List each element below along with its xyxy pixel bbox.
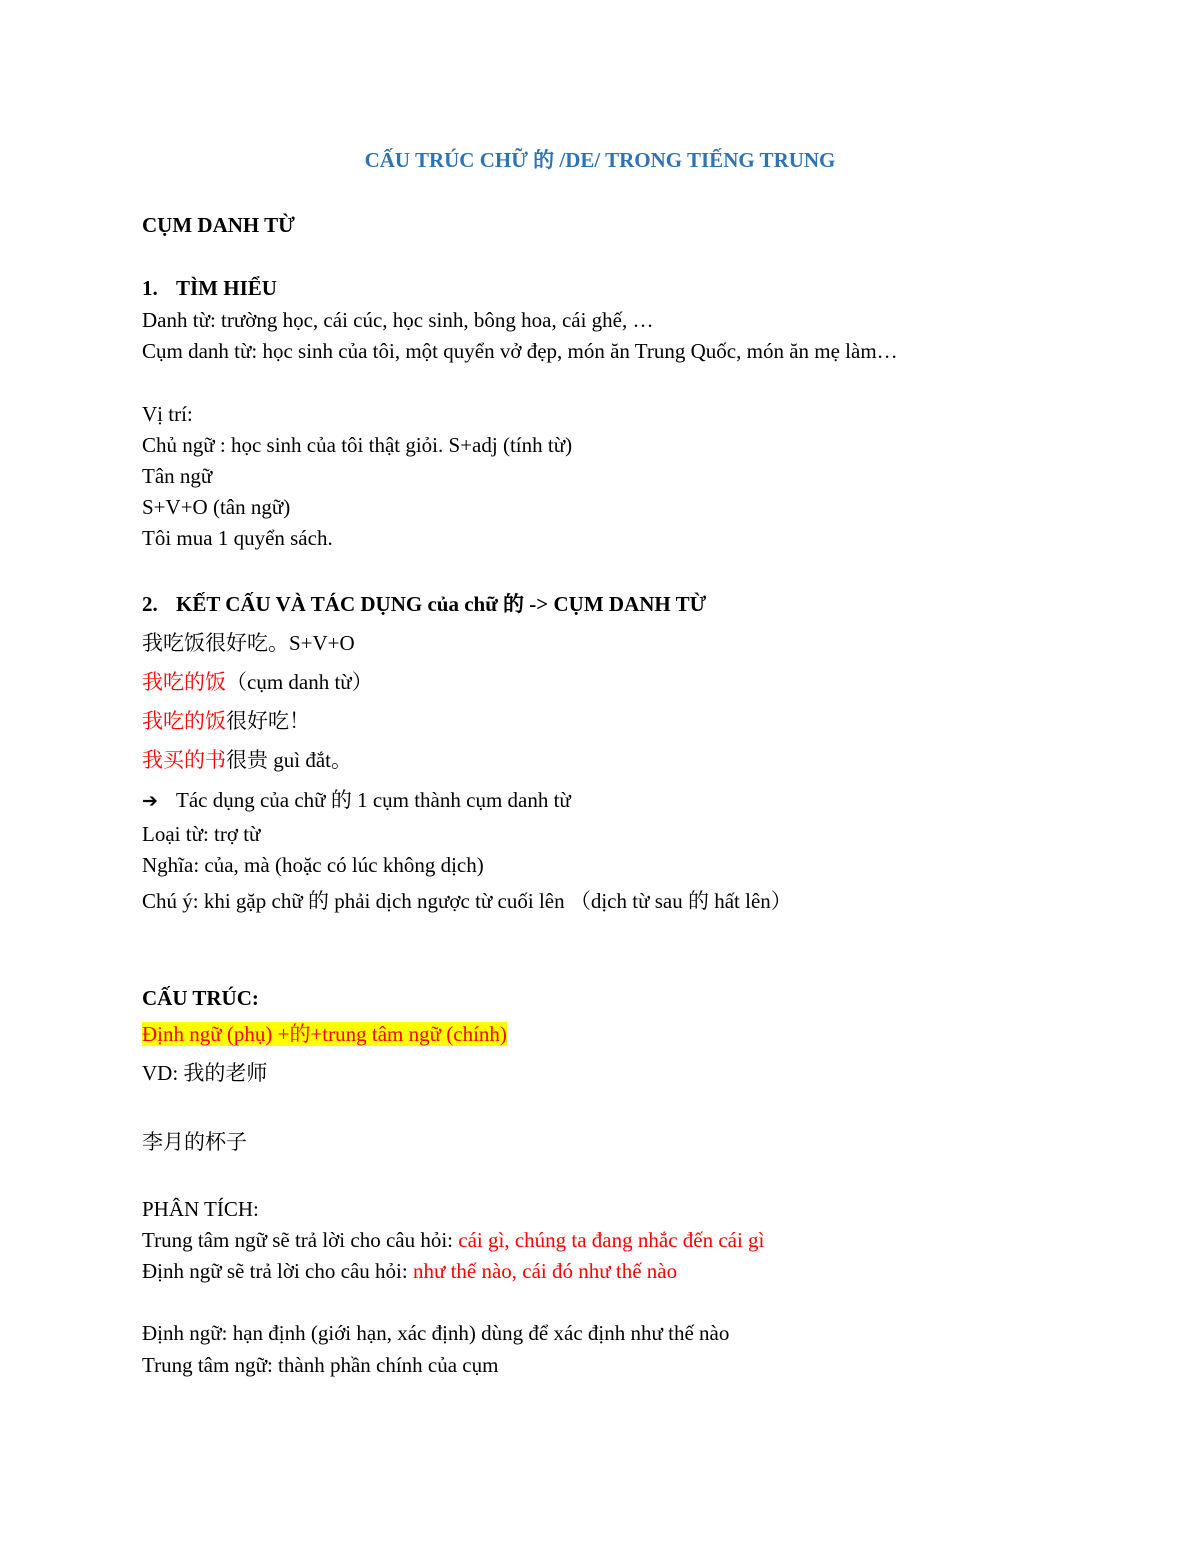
section2-example4	[142, 747, 352, 773]
example3-rest: 很好吃！	[226, 709, 310, 733]
section1-line3: Vị trí:	[142, 402, 193, 426]
structure-formula-text: Định ngữ (phụ) +的+trung tâm ngữ (chính)	[142, 1022, 507, 1046]
section2-example2	[142, 669, 373, 695]
structure-heading: CẤU TRÚC:	[142, 986, 259, 1010]
structure-example: VD: 我的老师	[142, 1061, 268, 1085]
analysis-line1	[142, 1227, 764, 1253]
section2-example3	[142, 708, 310, 734]
section1-number: 1.	[142, 276, 158, 300]
structure-formula	[142, 1021, 507, 1047]
analysis-line2-text: Định ngữ sẽ trả lời cho câu hỏi:	[142, 1259, 413, 1283]
analysis-line2	[142, 1258, 677, 1284]
example3-red: 我吃的饭	[142, 709, 226, 733]
section1-heading	[142, 275, 277, 301]
section1-line7: Tôi mua 1 quyển sách.	[142, 526, 333, 550]
example2-red: 我吃的饭	[142, 670, 226, 694]
analysis-line1-text: Trung tâm ngữ sẽ trả lời cho câu hỏi:	[142, 1228, 459, 1252]
section2-example1: 我吃饭很好吃。S+V+O	[142, 631, 355, 655]
analysis-line2-red: như thế nào, cái đó như thế nào	[412, 1259, 678, 1283]
section1-line5: Tân ngữ	[142, 464, 213, 488]
section1-line1: Danh từ: trường học, cái cúc, học sinh, bông hoa, cái ghế, …	[142, 308, 654, 332]
analysis-line1-red: cái gì, chúng ta đang nhắc đến cái gì	[458, 1228, 765, 1252]
section2-meaning: Nghĩa: của, mà (hoặc có lúc không dịch)	[142, 853, 484, 877]
section2-word-type: Loại từ: trợ từ	[142, 822, 261, 846]
arrow-line-text: Tác dụng của chữ 的 1 cụm thành cụm danh từ	[176, 788, 571, 812]
section1-line6: S+V+O (tân ngữ)	[142, 495, 291, 519]
section2-number: 2.	[142, 592, 158, 616]
structure-example2: 李月的杯子	[142, 1130, 247, 1154]
document-title: CẤU TRÚC CHỮ 的 /DE/ TRONG TIẾNG TRUNG	[364, 148, 836, 172]
arrow-right-icon: ➔	[142, 790, 158, 812]
section1-title: TÌM HIỂU	[176, 276, 277, 300]
example4-rest: 很贵 guì đắt。	[226, 748, 352, 772]
section2-arrow-line	[142, 787, 571, 814]
analysis-line4: Trung tâm ngữ: thành phần chính của cụm	[142, 1353, 499, 1377]
example2-rest: （cụm danh từ）	[226, 670, 373, 694]
section2-title: KẾT CẤU VÀ TÁC DỤNG của chữ 的 -> CỤM DANH TỪ	[176, 592, 707, 616]
section2-note: Chú ý: khi gặp chữ 的 phải dịch ngược từ cuối lên （dịch từ sau 的 hất lên）	[142, 889, 792, 913]
example4-red: 我买的书	[142, 748, 226, 772]
analysis-line3: Định ngữ: hạn định (giới hạn, xác định) dùng để xác định như thế nào	[142, 1321, 730, 1345]
section2-heading	[142, 591, 706, 617]
section1-line4: Chủ ngữ : học sinh của tôi thật giỏi. S+adj (tính từ)	[142, 433, 573, 457]
heading-noun-phrase: CỤM DANH TỪ	[142, 213, 295, 237]
analysis-heading: PHÂN TÍCH:	[142, 1197, 259, 1221]
section1-line2: Cụm danh từ: học sinh của tôi, một quyển vở đẹp, món ăn Trung Quốc, món ăn mẹ làm…	[142, 339, 898, 363]
